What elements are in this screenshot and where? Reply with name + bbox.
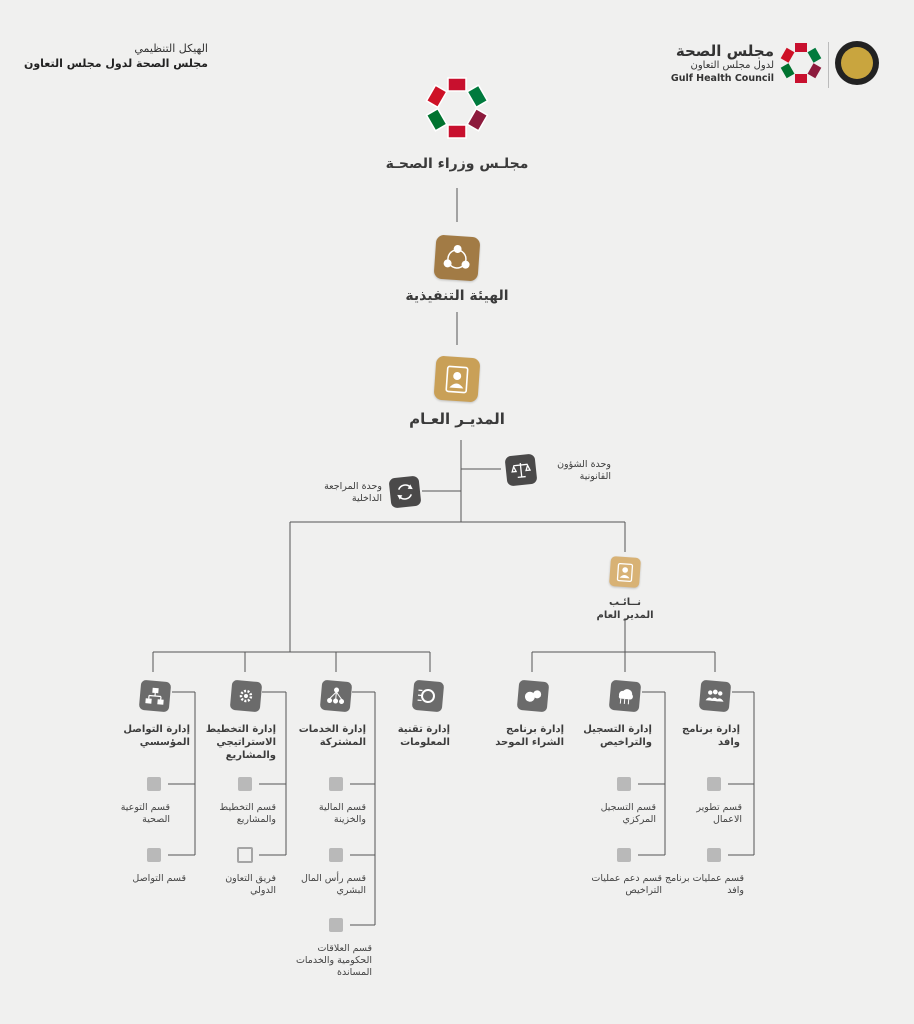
procurement-dept-label: إدارة برنامج الشراء الموحد	[495, 724, 564, 748]
person-icon	[434, 356, 481, 403]
cycle-icon	[389, 476, 422, 509]
section-icon	[329, 848, 343, 862]
hr-section-label: قسم رأس المال البشري	[300, 873, 366, 896]
network-people-icon	[434, 235, 481, 282]
gcc-seal-inner	[841, 47, 873, 79]
director-icon	[434, 356, 481, 403]
health-ministers-star-icon	[423, 74, 491, 142]
hierarchy-icon	[139, 680, 172, 713]
header-title: مجلس الصحة لدول مجلس التعاون	[23, 57, 208, 70]
comm-dept-icon	[139, 680, 172, 713]
tech-gear-icon	[412, 680, 445, 713]
section-icon	[147, 777, 161, 791]
planning-dept-icon	[230, 680, 263, 713]
header-subtitle: الهيكل التنظيمي	[134, 42, 208, 55]
section-icon	[617, 848, 631, 862]
section-icon	[707, 777, 721, 791]
shared-dept-icon	[320, 680, 353, 713]
planning-dept-label: إدارة التخطيط الاستراتيجي والمشاريع	[205, 724, 276, 761]
gov-rel-section-label: قسم العلاقات الحكومية والخدمات المساندة	[295, 943, 372, 978]
deputy-icon	[609, 556, 641, 588]
executive-body-label: الهيئة التنفيذية	[405, 288, 509, 304]
wafid-dept-label: إدارة برنامج وافد	[681, 724, 740, 748]
intl-team-section-label: فريق التعاون الدولي	[225, 873, 276, 896]
procurement-dept-icon	[517, 680, 550, 713]
logo-sub-ar: لدول مجلس التعاون	[690, 60, 774, 71]
legal-unit-icon	[505, 454, 538, 487]
biz-dev-section-label: قسم تطوير الاعمال	[696, 802, 742, 825]
director-label: المديـر العـام	[409, 410, 505, 428]
council-label: مجلـس وزراء الصحـة	[385, 156, 529, 172]
cloud-network-icon	[609, 680, 642, 713]
person-icon	[609, 556, 641, 588]
council-star-logo-icon	[778, 40, 824, 86]
section-icon	[238, 777, 252, 791]
wafid-ops-section-label: قسم عمليات برنامج وافد	[664, 873, 744, 896]
section-icon	[329, 777, 343, 791]
it-dept-label: إدارة تقنية المعلومات	[397, 724, 450, 748]
communication-section-label: قسم التواصل	[132, 873, 186, 884]
central-reg-section-label: قسم التسجيل المركزي	[600, 802, 656, 825]
deputy-title: نــائـب	[608, 597, 642, 608]
licensing-dept-icon	[609, 680, 642, 713]
group-people-icon	[699, 680, 732, 713]
section-icon	[707, 848, 721, 862]
logo-name-en: Gulf Health Council	[670, 73, 774, 84]
scales-icon	[505, 454, 538, 487]
awareness-section-label: قسم التوعية الصحية	[120, 802, 170, 825]
logo-separator	[828, 42, 829, 88]
finance-section-label: قسم المالية والخزينة	[318, 802, 366, 825]
shared-dept-label: إدارة الخدمات المشتركة	[298, 724, 366, 748]
audit-unit-icon	[389, 476, 422, 509]
logo-name-ar: مجلس الصحة	[675, 42, 774, 60]
executive-body-icon	[434, 235, 481, 282]
gear-icon	[230, 680, 263, 713]
section-icon	[329, 918, 343, 932]
section-icon	[617, 777, 631, 791]
legal-unit-label: وحدة الشؤون القانونية	[557, 459, 611, 482]
lic-support-section-label: قسم دعم عمليات التراخيص	[591, 873, 662, 896]
plan-proj-section-label: قسم التخطيط والمشاريع	[219, 802, 276, 825]
team-section-outline-icon	[237, 847, 253, 863]
pills-icon	[517, 680, 550, 713]
team-network-icon	[320, 680, 353, 713]
deputy-subtitle: المدير العام	[596, 610, 654, 621]
audit-unit-label: وحدة المراجعة الداخلية	[324, 481, 382, 504]
comm-dept-label: إدارة التواصل المؤسسي	[123, 724, 190, 748]
section-icon	[147, 848, 161, 862]
wafid-dept-icon	[699, 680, 732, 713]
licensing-dept-label: إدارة التسجيل والتراخيص	[583, 724, 652, 748]
it-dept-icon	[412, 680, 445, 713]
